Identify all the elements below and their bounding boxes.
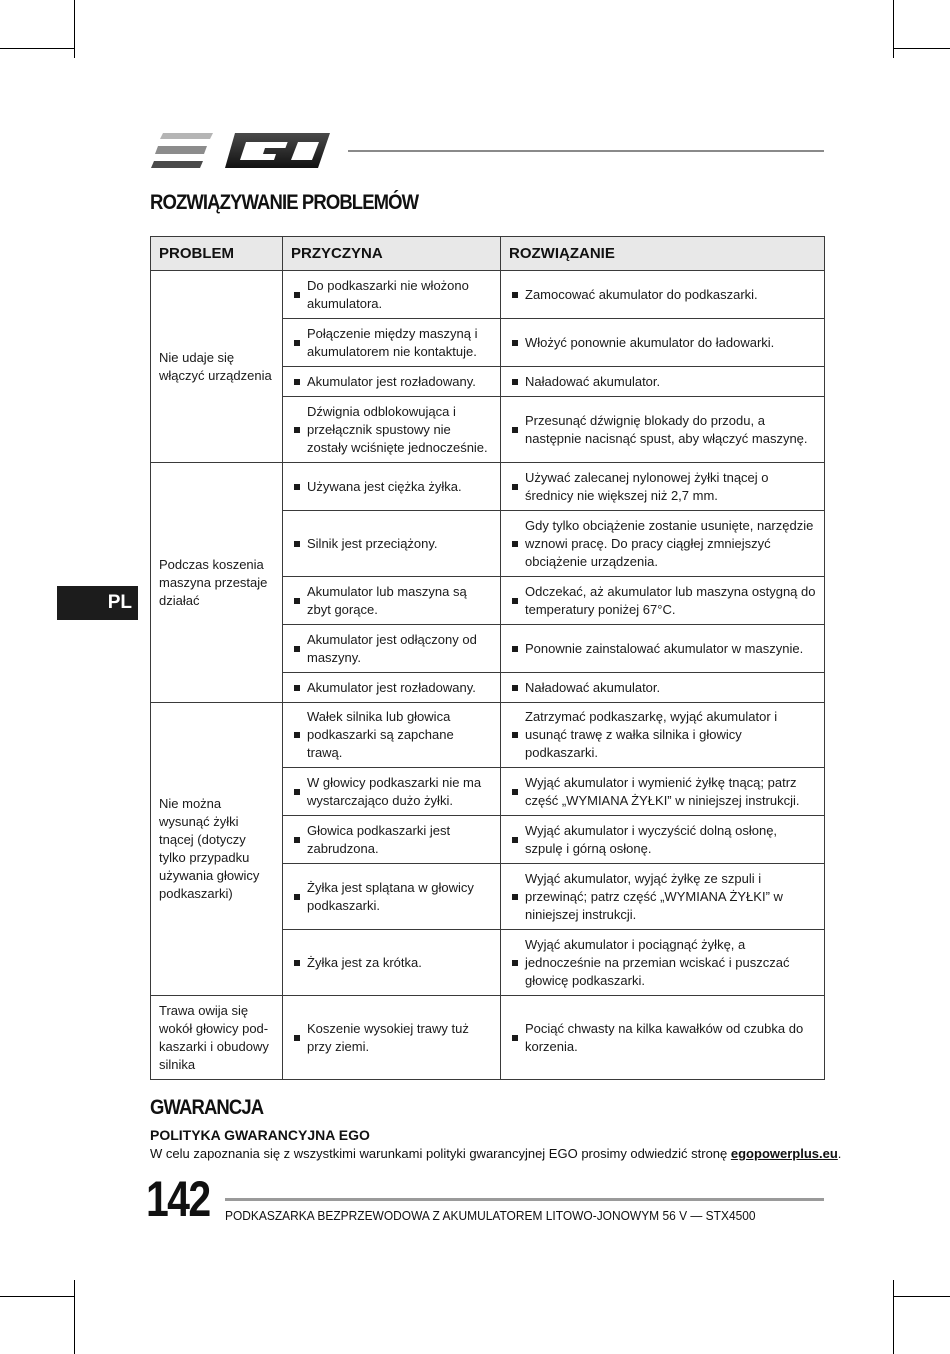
solution-cell: Pociąć chwasty na kilka kawałków od czubka do korzenia. <box>501 996 825 1080</box>
table-row <box>151 996 825 1080</box>
solution-cell: Odczekać, aż akumulator lub maszyna ostygną do temperatury poniżej 67°C. <box>501 577 825 625</box>
crop-mark <box>893 48 950 49</box>
cause-cell: Silnik jest przeciążony. <box>283 511 501 577</box>
solution-cell: Ponownie zainstalować akumulator w maszynie. <box>501 625 825 673</box>
cause-cell: Koszenie wysokiej trawy tuż przy ziemi. <box>283 996 501 1080</box>
troubleshooting-table <box>150 236 825 1080</box>
language-tab-label: PL <box>107 592 132 613</box>
footer-rule <box>225 1198 824 1201</box>
table-row <box>151 271 825 319</box>
cause-cell: Do podkaszarki nie włożono akumulatora. <box>283 271 501 319</box>
troubleshooting-title: ROZWIĄZYWANIE PROBLEMÓW <box>150 191 419 214</box>
column-header-solution: ROZWIĄZANIE <box>501 237 825 271</box>
warranty-text-body: W celu zapoznania się z wszystkimi warunkami polityki gwarancyjnej EGO prosimy odwiedzić stronę <box>150 1146 728 1161</box>
solution-cell: Gdy tylko obciążenie zostanie usunięte, narzędzie wznowi pracę. Do pracy ciągłej zmniejszyć obciążenie urządzenia. <box>501 511 825 577</box>
column-header-cause: PRZYCZYNA <box>283 237 501 271</box>
solution-cell: Naładować akumulator. <box>501 673 825 703</box>
cause-cell: Akumulator jest odłączony od maszyny. <box>283 625 501 673</box>
warranty-text <box>150 1146 841 1161</box>
column-header-problem: PROBLEM <box>151 237 283 271</box>
solution-cell: Wyjąć akumulator, wyjąć żyłkę ze szpuli i przewinąć; patrz część „WYMIANA ŻYŁKI” w niniejszej instrukcji. <box>501 864 825 930</box>
warranty-title: GWARANCJA <box>150 1096 264 1119</box>
problem-cell: Nie można wysunąć żyłki tnącej (dotyczy tylko przypadku używania głowicy podkaszarki) <box>151 703 283 996</box>
cause-cell: Wałek silnika lub głowica podkaszarki są zapchane trawą. <box>283 703 501 768</box>
cause-cell: Połączenie między maszyną i akumulatorem nie kontaktuje. <box>283 319 501 367</box>
problem-cell: Trawa owija się wokół głowicy pod-kaszarki i obudowy silnika <box>151 996 283 1080</box>
crop-mark <box>0 1296 75 1297</box>
warranty-link[interactable]: egopowerplus.eu <box>730 1146 838 1161</box>
solution-cell: Włożyć ponownie akumulator do ładowarki. <box>501 319 825 367</box>
crop-mark <box>74 0 75 58</box>
solution-cell: Używać zalecanej nylonowej żyłki tnącej o średnicy nie większej niż 2,7 mm. <box>501 463 825 511</box>
table-header-row <box>151 237 825 271</box>
crop-mark <box>0 48 75 49</box>
cause-cell: Dźwignia odblokowująca i przełącznik spustowy nie zostały wciśnięte jednocześnie. <box>283 397 501 463</box>
ego-logo <box>150 130 330 170</box>
crop-mark <box>74 1280 75 1354</box>
cause-cell: Akumulator lub maszyna są zbyt gorące. <box>283 577 501 625</box>
warranty-subtitle: POLITYKA GWARANCYJNA EGO <box>150 1127 370 1143</box>
solution-cell: Naładować akumulator. <box>501 367 825 397</box>
cause-cell: Żyłka jest za krótka. <box>283 930 501 996</box>
solution-cell: Wyjąć akumulator i wyczyścić dolną osłonę, szpulę i górną osłonę. <box>501 816 825 864</box>
solution-cell: Zatrzymać podkaszarkę, wyjąć akumulator i usunąć trawę z wałka silnika i głowicy podkaszarki. <box>501 703 825 768</box>
cause-cell: Akumulator jest rozładowany. <box>283 673 501 703</box>
crop-mark <box>893 0 894 58</box>
cause-cell: Używana jest ciężka żyłka. <box>283 463 501 511</box>
cause-cell: Żyłka jest splątana w głowicy podkaszarki. <box>283 864 501 930</box>
page-number: 142 <box>146 1171 210 1227</box>
footer-text: PODKASZARKA BEZPRZEWODOWA Z AKUMULATOREM LITOWO-JONOWYM 56 V — STX4500 <box>225 1208 756 1223</box>
solution-cell: Wyjąć akumulator i wymienić żyłkę tnącą; patrz część „WYMIANA ŻYŁKI” w niniejszej instrukcji. <box>501 768 825 816</box>
cause-cell: Akumulator jest rozładowany. <box>283 367 501 397</box>
language-tab <box>57 586 138 620</box>
problem-cell: Nie udaje się włączyć urządzenia <box>151 271 283 463</box>
solution-cell: Wyjąć akumulator i pociągnąć żyłkę, a jednocześnie na przemian wciskać i puszczać głowicę podkaszarki. <box>501 930 825 996</box>
header-rule <box>348 150 824 152</box>
table-row <box>151 703 825 768</box>
crop-mark <box>893 1280 894 1354</box>
cause-cell: Głowica podkaszarki jest zabrudzona. <box>283 816 501 864</box>
solution-cell: Zamocować akumulator do podkaszarki. <box>501 271 825 319</box>
cause-cell: W głowicy podkaszarki nie ma wystarczająco dużo żyłki. <box>283 768 501 816</box>
problem-cell: Podczas koszenia maszyna przestaje działać <box>151 463 283 703</box>
warranty-text-end: . <box>837 1146 842 1161</box>
solution-cell: Przesunąć dźwignię blokady do przodu, a następnie nacisnąć spust, aby włączyć maszynę. <box>501 397 825 463</box>
table-row <box>151 463 825 511</box>
crop-mark <box>893 1296 950 1297</box>
